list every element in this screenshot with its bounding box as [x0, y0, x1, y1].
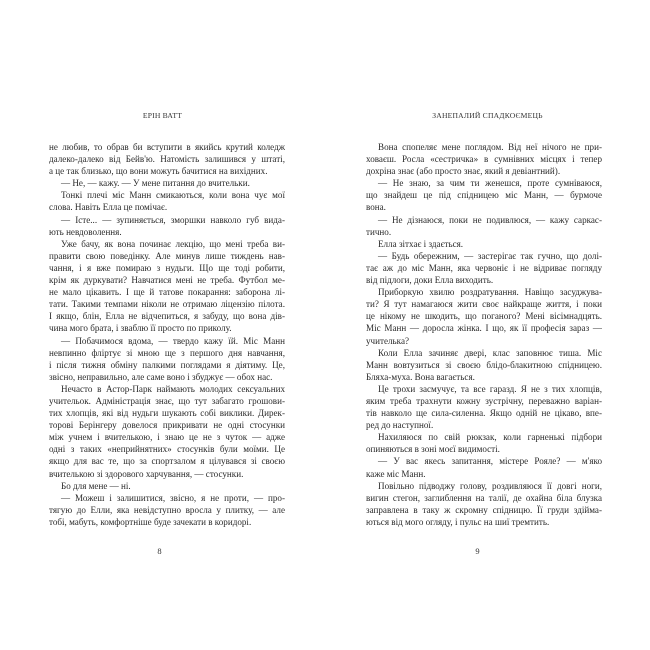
text-line: — Не дізнаюся, поки не подивлюся, — кажу саркас-	[378, 214, 602, 225]
text-line: Тонкі плечі міс Манн смикаються, коли вона чує мої	[61, 190, 285, 201]
text-line: вона.	[366, 202, 386, 213]
text-line: тично.	[366, 226, 392, 237]
text-line: між учнем і вчителькою, і знаю це не з чуток — адже	[49, 432, 285, 443]
text-line: що знайдеш це під спідницею міс Манн, — бурмоче	[366, 190, 602, 201]
right-page	[325, 0, 650, 650]
text-line: заправлена в таку ж скромну спідницю. Її груди здійма-	[366, 504, 602, 515]
text-line: Це трохи засмучує, та все гаразд. Я не з тих хлопців,	[378, 383, 602, 394]
text-line: Уже бачу, як вона починає лекцію, що мені треба ви-	[61, 238, 285, 249]
text-line: Вона спопеляє мене поглядом. Від неї нічого не при-	[378, 142, 602, 152]
text-line: чина мого брата, і зваблю її просто по приколу.	[49, 323, 232, 334]
text-line: ред до наступної.	[366, 420, 434, 431]
text-line: а це так близько, що вони можуть бачитися на вихідних.	[49, 166, 268, 177]
text-line: ховаєш. Росла «сестричка» в сумнівних місцях і тепер	[366, 154, 602, 165]
text-line: звісно, неправильно, але саме воно і збуджує — обох нас.	[49, 371, 273, 382]
text-line: Елла зітхає і здається.	[378, 238, 464, 249]
text-line: крім як дуркувати? Навчатися мені не треба. Футбол ме-	[49, 275, 285, 286]
text-line: вигин стегон, заглиблення на талії, де охайна біла блузка	[366, 492, 602, 503]
text-line: слова. Навіть Елла це помічає.	[49, 202, 168, 213]
text-line: тих хлопців, які від нудьги шукають собі виклики. Дирек-	[49, 408, 285, 419]
text-line: тає аж до міс Манн, яка червоніє і не відриває погляду	[366, 262, 602, 273]
text-line: тобі, мабуть, комфортніше буде зачекати в коридорі.	[49, 516, 252, 527]
text-line: учительок. Адміністрація знає, що тут забагато грошови-	[49, 395, 285, 406]
text-line: це нікому не шкодить, що поганого? Мені вісімнадцять.	[366, 311, 602, 322]
page-number: 9	[475, 546, 480, 556]
text-line: — У вас якесь запитання, містере Рояле? — м'яко	[378, 456, 602, 467]
text-line: якщо для вас те, що за спортзалом я цілувався зі своєю	[49, 456, 285, 467]
page-number: 8	[157, 546, 162, 556]
text-line: яким треба трахнути кожну зустрічну, переважно варіан-	[366, 395, 602, 406]
text-line: і після тижня обміну палкими поглядами я діятиму. Це,	[49, 359, 285, 370]
text-line: опиняються в зоні моєї видимості.	[366, 444, 500, 455]
text-line: каже міс Манн.	[366, 468, 426, 479]
text-line: торові Берінгеру довелося прикривати не одні стосунки	[49, 420, 285, 431]
text-line: Нечасто в Астор-Парк наймають молодих сексуальних	[61, 383, 285, 394]
text-line: Нахиляюся по свій рюкзак, коли гарненькі підбори	[378, 432, 602, 443]
text-line: невпинно фліртує зі мною ще з першого дня навчання,	[49, 347, 285, 358]
text-line: тати. Такими темпами ніколи не отримаю ліцензію пілота.	[49, 299, 285, 310]
text-line: Приборкую хвилю роздратування. Навіщо засуджува-	[378, 287, 602, 298]
text-line: Повільно підводжу голову, роздивляюся її довгі ноги,	[378, 480, 602, 491]
text-line: ють невдоволення.	[49, 226, 122, 237]
text-line: ються від мого огляду, і пульс на шиї тремтить.	[366, 516, 550, 527]
text-line: — Будь обережним, — застерігає так гучно, що долі-	[378, 250, 602, 261]
text-line: не любив, то обрав би вступити в якийсь крутий коледж	[49, 142, 285, 152]
text-line: Манн вовтузиться зі своєю блідо-блакитною спідницею.	[366, 359, 602, 370]
text-line: Бо для мене — ні.	[61, 480, 131, 491]
text-line: — Можеш і залишитися, звісно, я не проти, — про-	[61, 492, 285, 503]
text-line: правити свою поведінку. Але минув лише тиждень нав-	[49, 250, 285, 261]
text-line: — Не знаю, за чим ти женешся, проте сумніваюся,	[378, 178, 602, 189]
text-line: — Істе... — зупиняється, зморшки навколо губ вида-	[61, 214, 285, 225]
right-page-body-text	[366, 141, 602, 528]
text-line: чання, і я вже помираю з нудьги. Що ще тоді робити,	[49, 262, 285, 273]
text-line: тів навколо ще сила-силенна. Якщо одній не цікаво, впе-	[366, 408, 602, 419]
text-line: Бляха-муха. Вона вагається.	[366, 371, 475, 382]
text-line: — Не, — кажу. — У мене питання до вчительки.	[61, 178, 250, 189]
text-line: тягую до Елли, яка невідступно вросла у плитку, — але	[49, 504, 285, 515]
text-line: від підлоги, доки Елла виходить.	[366, 275, 494, 286]
text-line: вчителькою зі здорового харчування, — стосунки.	[49, 468, 244, 479]
text-line: І якщо, блін, Елла не відчепиться, я забуду, що вона дів-	[49, 311, 285, 322]
running-head-author: ЕРІН ВАТТ	[142, 111, 183, 120]
text-line: — Побачимося вдома, — твердо кажу їй. Міс Манн	[61, 335, 285, 346]
text-line: Коли Елла зачиняє двері, клас заповнює тиша. Міс	[378, 347, 602, 358]
running-head-title: ЗАНЕПАЛИЙ СПАДКОЄМЕЦЬ	[432, 111, 543, 120]
text-line: не мало цікавить. І ще й татове покарання: заборона лі-	[49, 287, 285, 298]
text-line: одні з таких «неприйнятних» стосунків були моїми. Це	[49, 444, 285, 455]
text-line: Міс Манн — доросла жінка. І що, як її професія зараз —	[366, 323, 602, 334]
text-line: ти? Я тут намагаюся жити своє найкраще життя, і поки	[366, 299, 602, 310]
left-page-body-text	[49, 141, 285, 528]
text-line: учителька?	[366, 335, 410, 346]
text-line: дохріна знає (або просто знає, який я девіантний).	[366, 166, 561, 177]
text-line: далеко-далеко від Бейв'ю. Натомість залишився у штаті,	[49, 154, 285, 165]
